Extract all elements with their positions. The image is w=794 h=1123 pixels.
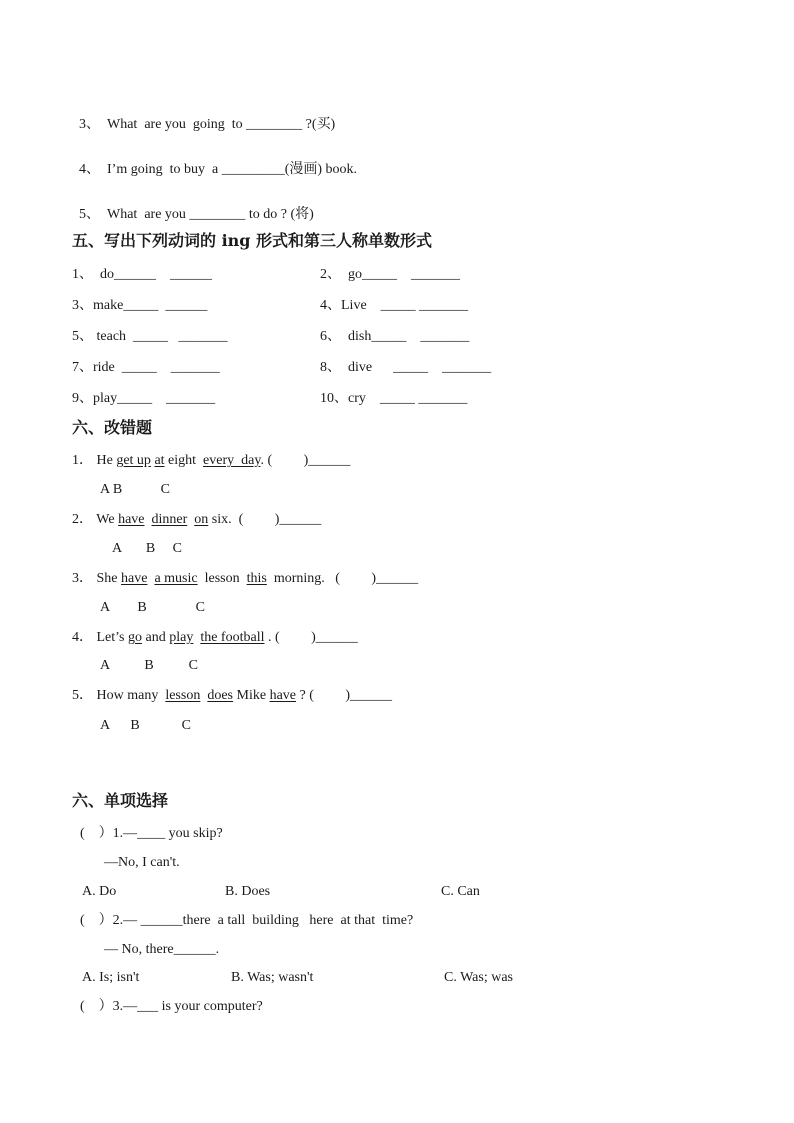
verb-row-4-right: 8、 dive _____ _______ — [320, 360, 492, 375]
verb-row-2-left: 3、make_____ ______ — [72, 298, 208, 313]
verb-row-1-right: 2、 go_____ _______ — [320, 267, 460, 282]
verb-row-5-left: 9、play_____ _______ — [72, 391, 216, 406]
choice-q1-option-c: C. Can — [441, 884, 480, 899]
verb-row-1-left: 1、 do______ ______ — [72, 267, 212, 282]
correction-letters-2: A B C — [112, 541, 183, 556]
correction-item-3: 3． She have a music lesson this morning. ( )______ — [72, 571, 419, 586]
choice-q2-option-a: A. Is; isn't — [82, 970, 140, 985]
correction-letters-1: A B C — [100, 482, 171, 497]
correction-item-1: 1． He get up at eight every day. ( )______ — [72, 453, 351, 468]
correction-item-5: 5． How many lesson does Mike have ? ( )______ — [72, 688, 393, 703]
correction-letters-3: A B C — [100, 600, 206, 615]
choice-q2-stem: ( ）2.— ______there a tall building here at that time? — [80, 913, 414, 928]
verb-row-3-left: 5、 teach _____ _______ — [72, 329, 228, 344]
fill-item-4: 4、 I’m going to buy a _________(漫画) book. — [79, 162, 358, 177]
choice-q1-option-b: B. Does — [225, 884, 271, 899]
verb-row-3-right: 6、 dish_____ _______ — [320, 329, 470, 344]
fill-item-5: 5、 What are you ________ to do ? (将) — [79, 207, 314, 222]
choice-q3-stem: ( ）3.—___ is your computer? — [80, 999, 263, 1014]
choice-q1-option-a: A. Do — [82, 884, 117, 899]
section-6-title: 六、改错题 — [72, 418, 153, 437]
fill-item-3: 3、 What are you going to ________ ?(买) — [79, 117, 336, 132]
correction-item-2: 2． We have dinner on six. ( )______ — [72, 512, 322, 527]
verb-row-4-left: 7、ride _____ _______ — [72, 360, 220, 375]
choice-q2-option-b: B. Was; wasn't — [231, 970, 314, 985]
correction-letters-5: A B C — [100, 718, 192, 733]
choice-q2-reply: — No, there______. — [104, 942, 220, 957]
correction-item-4: 4． Let’s go and play the football . ( )______ — [72, 630, 358, 645]
choice-q1-reply: —No, I can't. — [104, 855, 180, 870]
section-5-title: 五、写出下列动词的 ing 形式和第三人称单数形式 — [72, 231, 433, 250]
verb-row-5-right: 10、cry _____ _______ — [320, 391, 468, 406]
section-7-title: 六、单项选择 — [72, 791, 169, 810]
correction-letters-4: A B C — [100, 658, 199, 673]
choice-q2-option-c: C. Was; was — [444, 970, 514, 985]
verb-row-2-right: 4、Live _____ _______ — [320, 298, 469, 313]
choice-q1-stem: ( ）1.—____ you skip? — [80, 826, 223, 841]
